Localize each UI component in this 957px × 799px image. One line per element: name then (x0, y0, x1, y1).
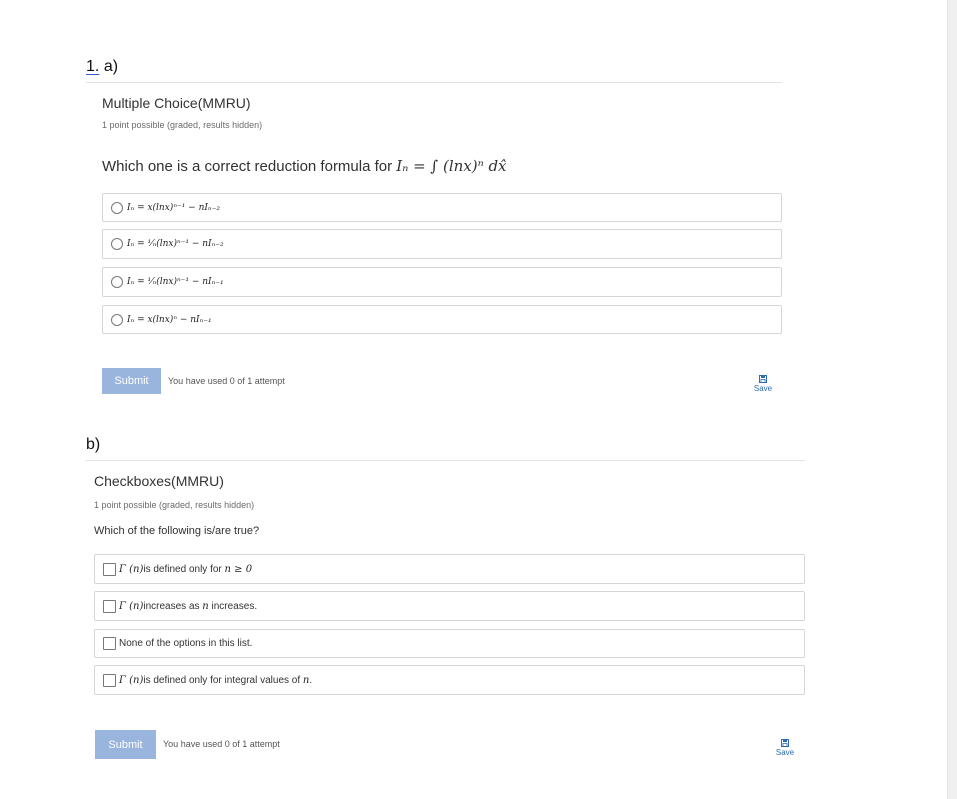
attempts-status: You have used 0 of 1 attempt (168, 376, 285, 386)
checkbox-option[interactable] (94, 629, 805, 658)
prompt-math: Iₙ = ∫ (lnx)ⁿ dx̂ (396, 157, 507, 175)
vertical-scrollbar[interactable] (947, 0, 957, 799)
radio-button[interactable] (111, 314, 123, 326)
checkbox[interactable] (103, 637, 116, 650)
checkbox-label: None of the options in this list. (119, 638, 253, 649)
radio-button[interactable] (111, 202, 123, 214)
choice-label: Iₙ = x(lnx)ⁿ − nIₙ₋₁ (127, 314, 212, 325)
checkbox[interactable] (103, 674, 116, 687)
question-number-link[interactable]: 1. (86, 58, 100, 75)
submit-button[interactable]: Submit (102, 368, 161, 394)
submit-button[interactable]: Submit (95, 730, 156, 759)
checkbox-label: Γ (n)is defined only for integral values of n. (119, 674, 313, 686)
checkbox-option[interactable] (94, 665, 805, 695)
save-button[interactable] (751, 375, 775, 393)
radio-button[interactable] (111, 238, 123, 250)
save-label: Save (775, 748, 795, 757)
choice-label: Iₙ = ¹⁄ₙ(lnx)ⁿ⁻¹ − nIₙ₋₁ (127, 277, 224, 287)
checkbox[interactable] (103, 563, 116, 576)
choice-option[interactable] (102, 305, 782, 334)
prompt-text: Which one is a correct reduction formula for (102, 158, 393, 175)
problem-info: 1 point possible (graded, results hidden) (102, 120, 263, 130)
choice-option[interactable] (102, 193, 782, 222)
attempts-status: You have used 0 of 1 attempt (163, 739, 280, 749)
problem-title: Checkboxes(MMRU) (94, 473, 224, 489)
checkbox-option[interactable] (94, 591, 805, 621)
save-label: Save (753, 384, 773, 393)
choice-label: Iₙ = ¹⁄ₙ(lnx)ⁿ⁻¹ − nIₙ₋₂ (127, 239, 224, 249)
choice-label: Iₙ = x(lnx)ⁿ⁻¹ − nIₙ₋₂ (127, 202, 220, 213)
divider (86, 82, 782, 83)
choice-option[interactable] (102, 229, 782, 259)
checkbox-option[interactable] (94, 554, 805, 584)
checkbox[interactable] (103, 600, 116, 613)
save-button[interactable] (773, 739, 797, 757)
save-icon (759, 375, 767, 383)
problem-prompt (102, 157, 507, 175)
part-label-a: a) (103, 58, 119, 75)
radio-button[interactable] (111, 276, 123, 288)
checkbox-label: Γ (n)increases as n increases. (119, 600, 258, 612)
problem-title: Multiple Choice(MMRU) (102, 95, 251, 111)
save-icon (781, 739, 789, 747)
checkbox-label: Γ (n)is defined only for n ≥ 0 (119, 563, 253, 575)
problem-info: 1 point possible (graded, results hidden) (94, 500, 255, 510)
part-label-b: b) (86, 436, 101, 453)
divider (86, 460, 805, 461)
choice-option[interactable] (102, 267, 782, 297)
question-number-1 (86, 58, 118, 76)
problem-prompt: Which of the following is/are true? (94, 525, 260, 537)
